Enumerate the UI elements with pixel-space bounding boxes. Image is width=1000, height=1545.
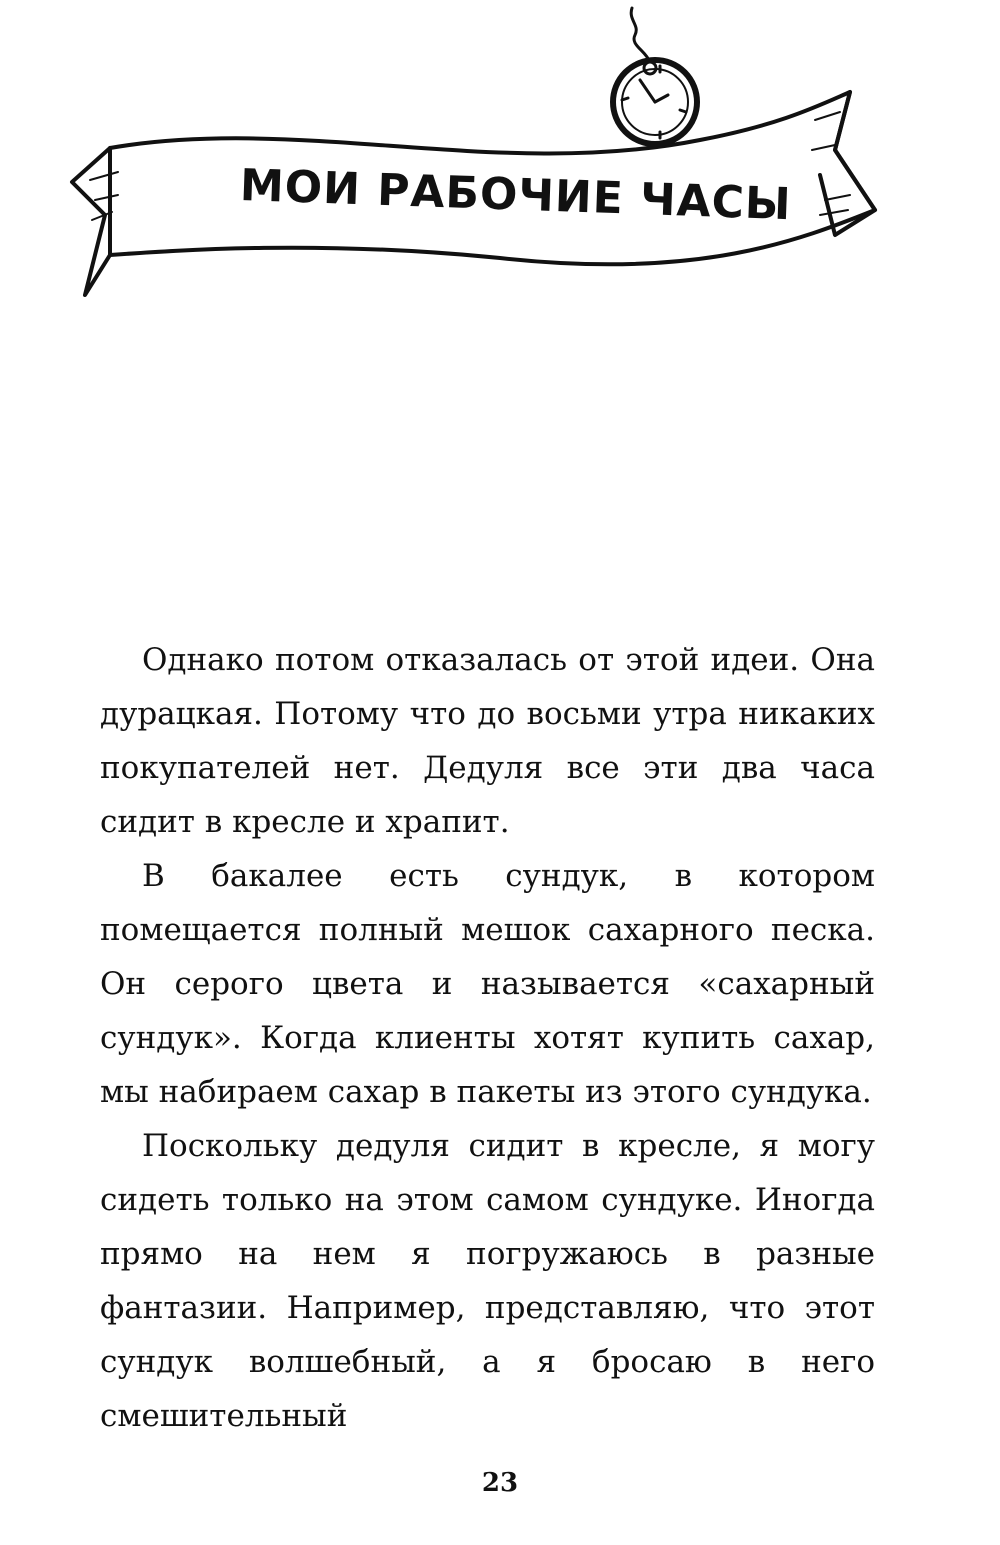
page-number: 23 [481,1468,519,1498]
paragraph: В бакалее есть сундук, в котором помещается полный мешок сахарного песка. Он серого цвета и называется «сахарный сундук». Когда клиенты хотят купить сахар, мы набираем сахар в пакеты из этого сундука. [100,858,875,1110]
body-text [100,633,875,1443]
pocket-watch-icon [613,8,697,144]
paragraph: Поскольку дедуля сидит в кресле, я могу сидеть только на этом самом сундуке. Иногда прямо на нем я погружаюсь в разные фантазии. Например, представляю, что этот сундук волшебный, а я бросаю в него смешительный [100,1128,875,1434]
chapter-header-art [0,0,1000,310]
paragraph: Однако потом отказалась от этой идеи. Она дурацкая. Потому что до восьми утра никаких покупателей нет. Дедуля все эти два часа сидит в кресле и храпит. [100,642,875,840]
chapter-title: МОИ РАБОЧИЕ ЧАСЫ [239,160,793,231]
